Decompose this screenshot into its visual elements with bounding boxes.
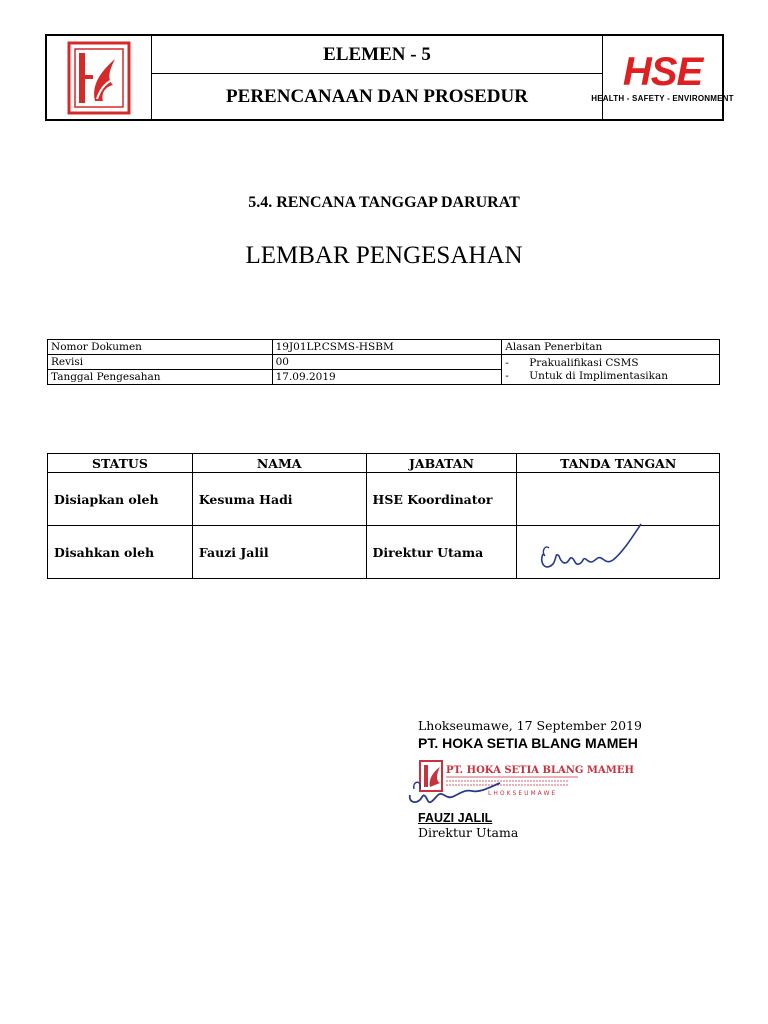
signer-role: Direktur Utama bbox=[418, 825, 519, 840]
reason-header: Alasan Penerbitan bbox=[502, 340, 720, 355]
header-name: NAMA bbox=[192, 454, 366, 473]
section-title: 5.4. RENCANA TANGGAP DARURAT bbox=[248, 194, 520, 211]
table-row bbox=[48, 473, 720, 526]
status-cell: Disiapkan oleh bbox=[48, 473, 193, 526]
hse-logo-text: HSE bbox=[622, 50, 703, 94]
stamp-city-text: LHOKSEUMAWE bbox=[488, 790, 558, 797]
section-label: PERENCANAAN DAN PROSEDUR bbox=[226, 85, 528, 107]
element-label: ELEMEN - 5 bbox=[152, 36, 602, 74]
document-info-table bbox=[47, 339, 720, 385]
closing-signature-icon bbox=[406, 759, 506, 809]
approval-table bbox=[47, 453, 720, 579]
reason-item bbox=[505, 357, 716, 370]
header-signature: TANDA TANGAN bbox=[517, 454, 720, 473]
name-cell: Kesuma Hadi bbox=[192, 473, 366, 526]
header-status: STATUS bbox=[48, 454, 193, 473]
document-header bbox=[45, 34, 734, 121]
stamp-area bbox=[418, 751, 728, 811]
revision-value: 00 bbox=[272, 355, 502, 370]
table-row bbox=[48, 526, 720, 579]
signature-cell bbox=[517, 473, 720, 526]
reason-item bbox=[505, 370, 716, 383]
company-name: PT. HOKA SETIA BLANG MAMEH bbox=[418, 735, 638, 751]
position-cell: HSE Koordinator bbox=[366, 473, 517, 526]
table-row bbox=[48, 355, 720, 370]
reason-text: Prakualifikasi CSMS bbox=[529, 356, 639, 369]
company-logo-cell bbox=[47, 36, 152, 119]
signature-cell bbox=[517, 526, 720, 579]
approval-date-value: 17.09.2019 bbox=[272, 370, 502, 385]
place-date: Lhokseumawe, 17 September 2019 bbox=[418, 718, 642, 733]
handwritten-signature-icon bbox=[535, 522, 645, 582]
header-position: JABATAN bbox=[366, 454, 517, 473]
doc-number-label: Nomor Dokumen bbox=[48, 340, 273, 355]
table-row bbox=[48, 340, 720, 355]
signer-name: FAUZI JALIL bbox=[418, 811, 493, 825]
hse-logo-cell bbox=[591, 36, 734, 119]
name-cell: Fauzi Jalil bbox=[192, 526, 366, 579]
doc-number-value: 19J01LP.CSMS-HSBM bbox=[272, 340, 502, 355]
position-cell: Direktur Utama bbox=[366, 526, 517, 579]
reason-list bbox=[502, 355, 720, 385]
approval-date-label: Tanggal Pengesahan bbox=[48, 370, 273, 385]
page-title: LEMBAR PENGESAHAN bbox=[245, 242, 523, 269]
reason-dash: - bbox=[505, 356, 509, 369]
closing-block bbox=[418, 718, 728, 840]
reason-text: Untuk di Implimentasikan bbox=[529, 369, 669, 382]
reason-dash: - bbox=[505, 369, 509, 382]
revision-label: Revisi bbox=[48, 355, 273, 370]
status-cell: Disahkan oleh bbox=[48, 526, 193, 579]
company-logo-icon bbox=[67, 41, 131, 115]
table-header-row bbox=[48, 454, 720, 473]
header-title-cell bbox=[152, 36, 602, 119]
stamp-company-text: PT. HOKA SETIA BLANG MAMEH bbox=[446, 765, 634, 776]
hse-tagline: HEALTH - SAFETY - ENVIRONMENT bbox=[591, 94, 734, 103]
